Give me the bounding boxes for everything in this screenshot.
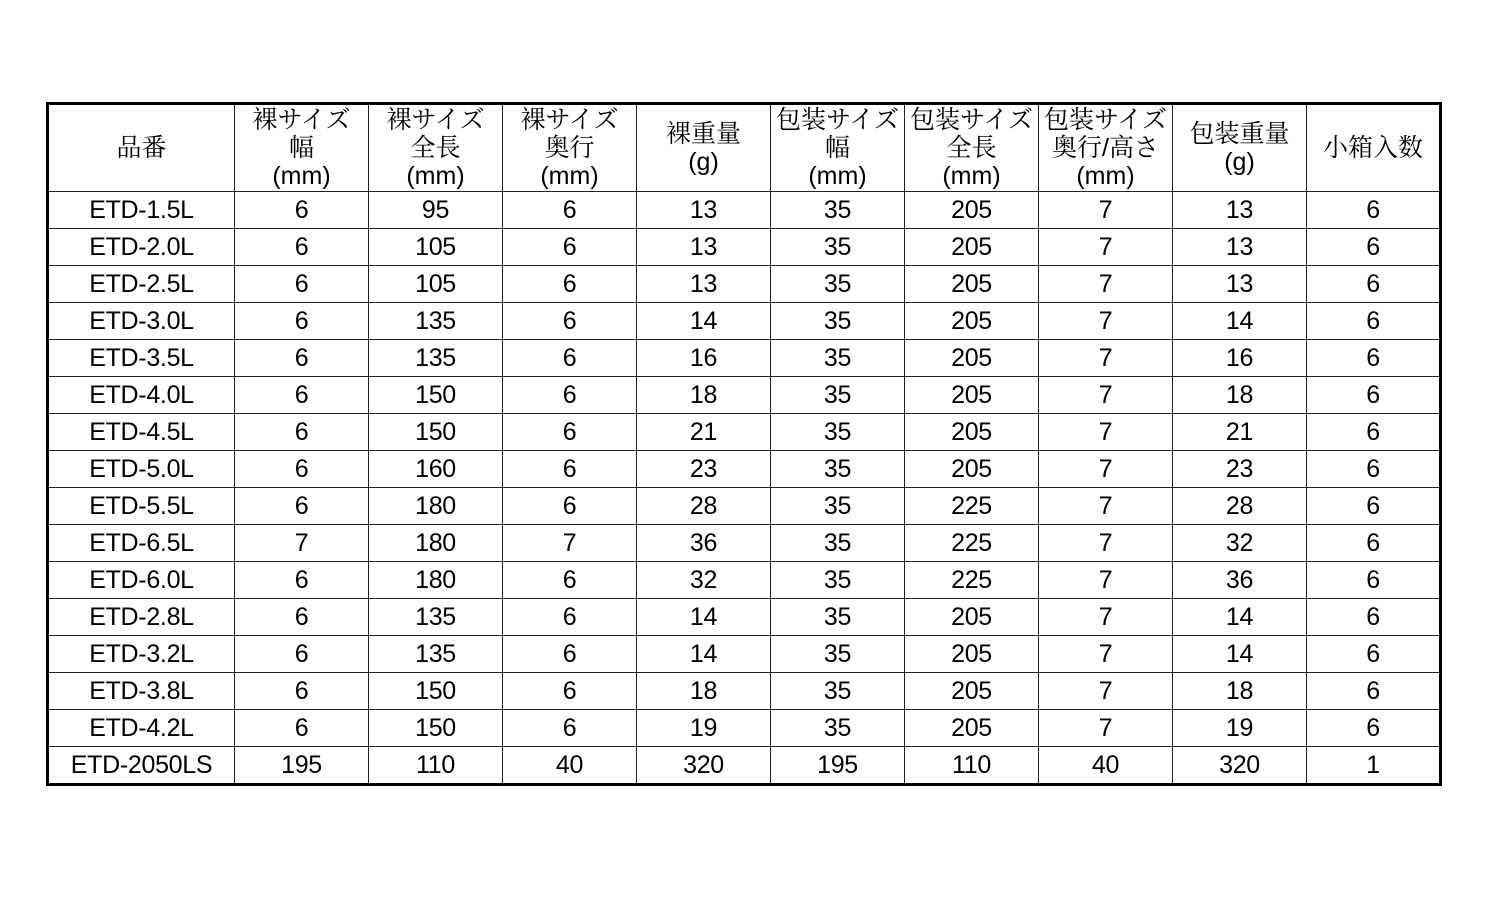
cell-bare-length: 95 [369,192,503,229]
cell-package-depth-height: 7 [1039,525,1173,562]
cell-package-weight: 14 [1173,599,1307,636]
header-line: 包装重量 [1189,120,1290,148]
header-package-width [771,104,905,192]
cell-package-weight: 28 [1173,488,1307,525]
table-row [48,488,1441,525]
header-line: 全長 [410,134,461,162]
cell-bare-width: 6 [235,340,369,377]
cell-package-length: 110 [905,747,1039,785]
cell-package-depth-height: 7 [1039,414,1173,451]
cell-box-quantity: 6 [1307,525,1441,562]
cell-package-weight: 13 [1173,192,1307,229]
cell-box-quantity: 6 [1307,340,1441,377]
cell-package-length: 205 [905,414,1039,451]
header-line: 包装サイズ [909,106,1033,134]
header-line: (mm) [540,162,599,190]
cell-package-width: 35 [771,451,905,488]
cell-bare-depth: 6 [503,192,637,229]
table-row [48,599,1441,636]
cell-part-number: ETD-6.5L [48,525,235,562]
cell-bare-depth: 6 [503,599,637,636]
cell-box-quantity: 6 [1307,636,1441,673]
cell-bare-length: 150 [369,377,503,414]
cell-bare-weight: 23 [637,451,771,488]
cell-bare-length: 150 [369,710,503,747]
cell-part-number: ETD-4.0L [48,377,235,414]
cell-bare-weight: 16 [637,340,771,377]
header-line: (mm) [1076,162,1135,190]
cell-box-quantity: 1 [1307,747,1441,785]
cell-package-weight: 14 [1173,303,1307,340]
cell-package-weight: 14 [1173,636,1307,673]
header-package-depth-height [1039,104,1173,192]
cell-package-depth-height: 7 [1039,229,1173,266]
cell-bare-weight: 21 [637,414,771,451]
cell-package-width: 35 [771,673,905,710]
cell-part-number: ETD-3.8L [48,673,235,710]
cell-bare-weight: 13 [637,229,771,266]
header-line: 品番 [116,134,167,162]
cell-package-width: 35 [771,636,905,673]
cell-bare-weight: 36 [637,525,771,562]
cell-bare-depth: 6 [503,229,637,266]
cell-bare-length: 135 [369,599,503,636]
cell-bare-weight: 14 [637,599,771,636]
table-row [48,747,1441,785]
cell-box-quantity: 6 [1307,599,1441,636]
cell-package-depth-height: 7 [1039,192,1173,229]
table-row [48,451,1441,488]
cell-package-length: 205 [905,673,1039,710]
cell-box-quantity: 6 [1307,266,1441,303]
header-line: (mm) [808,162,867,190]
cell-bare-length: 110 [369,747,503,785]
cell-bare-width: 6 [235,710,369,747]
cell-package-width: 35 [771,599,905,636]
cell-box-quantity: 6 [1307,377,1441,414]
cell-bare-length: 135 [369,303,503,340]
cell-package-depth-height: 7 [1039,673,1173,710]
cell-package-weight: 18 [1173,377,1307,414]
cell-bare-depth: 6 [503,562,637,599]
cell-part-number: ETD-5.0L [48,451,235,488]
cell-box-quantity: 6 [1307,451,1441,488]
cell-package-weight: 320 [1173,747,1307,785]
cell-package-depth-height: 7 [1039,266,1173,303]
cell-part-number: ETD-5.5L [48,488,235,525]
cell-package-depth-height: 7 [1039,562,1173,599]
cell-bare-width: 6 [235,266,369,303]
header-bare-weight [637,104,771,192]
header-line: 裸重量 [665,120,741,148]
cell-bare-depth: 6 [503,451,637,488]
header-box-quantity [1307,104,1441,192]
cell-bare-depth: 6 [503,488,637,525]
cell-package-width: 35 [771,340,905,377]
cell-bare-length: 150 [369,673,503,710]
header-line: 裸サイズ [520,106,619,134]
header-bare-width [235,104,369,192]
cell-bare-weight: 28 [637,488,771,525]
cell-bare-depth: 6 [503,377,637,414]
cell-part-number: ETD-2050LS [48,747,235,785]
cell-bare-weight: 32 [637,562,771,599]
cell-bare-depth: 6 [503,673,637,710]
cell-package-weight: 21 [1173,414,1307,451]
header-line: 裸サイズ [252,106,351,134]
cell-package-width: 35 [771,562,905,599]
table-row [48,340,1441,377]
cell-package-length: 205 [905,229,1039,266]
cell-box-quantity: 6 [1307,303,1441,340]
cell-package-length: 205 [905,266,1039,303]
cell-box-quantity: 6 [1307,673,1441,710]
cell-box-quantity: 6 [1307,414,1441,451]
cell-box-quantity: 6 [1307,229,1441,266]
cell-package-length: 225 [905,525,1039,562]
cell-package-weight: 13 [1173,229,1307,266]
cell-package-depth-height: 7 [1039,488,1173,525]
header-line: 裸サイズ [386,106,485,134]
cell-bare-width: 6 [235,414,369,451]
cell-bare-length: 135 [369,636,503,673]
product-spec-table [46,102,1442,786]
header-package-weight [1173,104,1307,192]
cell-bare-depth: 6 [503,303,637,340]
table-row [48,266,1441,303]
cell-bare-width: 195 [235,747,369,785]
table-body [48,192,1441,785]
cell-package-weight: 32 [1173,525,1307,562]
cell-bare-width: 6 [235,562,369,599]
cell-bare-weight: 14 [637,636,771,673]
cell-box-quantity: 6 [1307,710,1441,747]
table-row [48,377,1441,414]
header-line: 幅 [288,134,314,162]
cell-package-length: 205 [905,192,1039,229]
cell-package-length: 205 [905,451,1039,488]
cell-part-number: ETD-6.0L [48,562,235,599]
cell-bare-weight: 18 [637,673,771,710]
cell-bare-width: 6 [235,599,369,636]
table-row [48,710,1441,747]
table-row [48,673,1441,710]
cell-bare-depth: 6 [503,266,637,303]
table-row [48,636,1441,673]
header-package-length [905,104,1039,192]
table-row [48,414,1441,451]
header-line: (g) [688,148,719,176]
cell-package-width: 195 [771,747,905,785]
cell-package-length: 205 [905,377,1039,414]
cell-box-quantity: 6 [1307,192,1441,229]
cell-package-length: 205 [905,636,1039,673]
cell-bare-width: 6 [235,451,369,488]
cell-package-width: 35 [771,414,905,451]
table-row [48,525,1441,562]
cell-package-depth-height: 40 [1039,747,1173,785]
header-line: (mm) [406,162,465,190]
cell-package-width: 35 [771,192,905,229]
table-row [48,229,1441,266]
cell-package-length: 225 [905,562,1039,599]
cell-part-number: ETD-3.2L [48,636,235,673]
header-line: 幅 [824,134,850,162]
cell-part-number: ETD-2.8L [48,599,235,636]
cell-package-width: 35 [771,266,905,303]
cell-bare-weight: 18 [637,377,771,414]
cell-part-number: ETD-3.5L [48,340,235,377]
header-line: (mm) [942,162,1001,190]
header-part-number [48,104,235,192]
header-line: 小箱入数 [1322,134,1423,162]
cell-part-number: ETD-1.5L [48,192,235,229]
cell-part-number: ETD-2.5L [48,266,235,303]
cell-package-depth-height: 7 [1039,303,1173,340]
cell-package-depth-height: 7 [1039,710,1173,747]
header-bare-depth [503,104,637,192]
cell-bare-width: 6 [235,636,369,673]
cell-part-number: ETD-3.0L [48,303,235,340]
cell-package-length: 205 [905,303,1039,340]
cell-bare-length: 105 [369,266,503,303]
cell-bare-depth: 6 [503,710,637,747]
cell-part-number: ETD-4.2L [48,710,235,747]
cell-bare-width: 6 [235,377,369,414]
cell-bare-width: 6 [235,673,369,710]
cell-package-depth-height: 7 [1039,340,1173,377]
cell-bare-depth: 40 [503,747,637,785]
cell-package-depth-height: 7 [1039,377,1173,414]
cell-bare-depth: 6 [503,340,637,377]
cell-bare-weight: 14 [637,303,771,340]
header-line: (g) [1224,148,1255,176]
cell-package-length: 205 [905,340,1039,377]
cell-box-quantity: 6 [1307,488,1441,525]
cell-bare-weight: 320 [637,747,771,785]
cell-bare-length: 180 [369,525,503,562]
cell-package-depth-height: 7 [1039,451,1173,488]
cell-bare-width: 6 [235,488,369,525]
cell-package-length: 205 [905,710,1039,747]
header-line: (mm) [272,162,331,190]
header-bare-length [369,104,503,192]
cell-package-weight: 18 [1173,673,1307,710]
cell-bare-width: 6 [235,192,369,229]
cell-package-weight: 13 [1173,266,1307,303]
cell-bare-depth: 6 [503,414,637,451]
cell-package-weight: 23 [1173,451,1307,488]
cell-package-width: 35 [771,710,905,747]
cell-package-weight: 16 [1173,340,1307,377]
cell-package-width: 35 [771,525,905,562]
cell-bare-length: 150 [369,414,503,451]
header-line: 全長 [946,134,997,162]
cell-bare-length: 180 [369,562,503,599]
header-row [48,104,1441,192]
cell-bare-depth: 7 [503,525,637,562]
cell-bare-weight: 13 [637,192,771,229]
cell-bare-weight: 19 [637,710,771,747]
cell-package-width: 35 [771,303,905,340]
cell-package-width: 35 [771,488,905,525]
cell-bare-width: 7 [235,525,369,562]
cell-bare-width: 6 [235,229,369,266]
cell-package-width: 35 [771,377,905,414]
cell-bare-length: 160 [369,451,503,488]
cell-package-depth-height: 7 [1039,599,1173,636]
table-row [48,192,1441,229]
cell-box-quantity: 6 [1307,562,1441,599]
cell-package-weight: 19 [1173,710,1307,747]
table-row [48,303,1441,340]
cell-package-length: 225 [905,488,1039,525]
cell-bare-depth: 6 [503,636,637,673]
cell-part-number: ETD-2.0L [48,229,235,266]
cell-package-weight: 36 [1173,562,1307,599]
cell-bare-weight: 13 [637,266,771,303]
table-row [48,562,1441,599]
header-line: 奥行 [544,134,595,162]
cell-package-depth-height: 7 [1039,636,1173,673]
cell-package-length: 205 [905,599,1039,636]
cell-bare-length: 180 [369,488,503,525]
header-line: 包装サイズ [1043,106,1167,134]
cell-bare-width: 6 [235,303,369,340]
cell-part-number: ETD-4.5L [48,414,235,451]
cell-bare-length: 105 [369,229,503,266]
header-line: 奥行/高さ [1052,134,1159,162]
header-line: 包装サイズ [775,106,899,134]
cell-bare-length: 135 [369,340,503,377]
cell-package-width: 35 [771,229,905,266]
